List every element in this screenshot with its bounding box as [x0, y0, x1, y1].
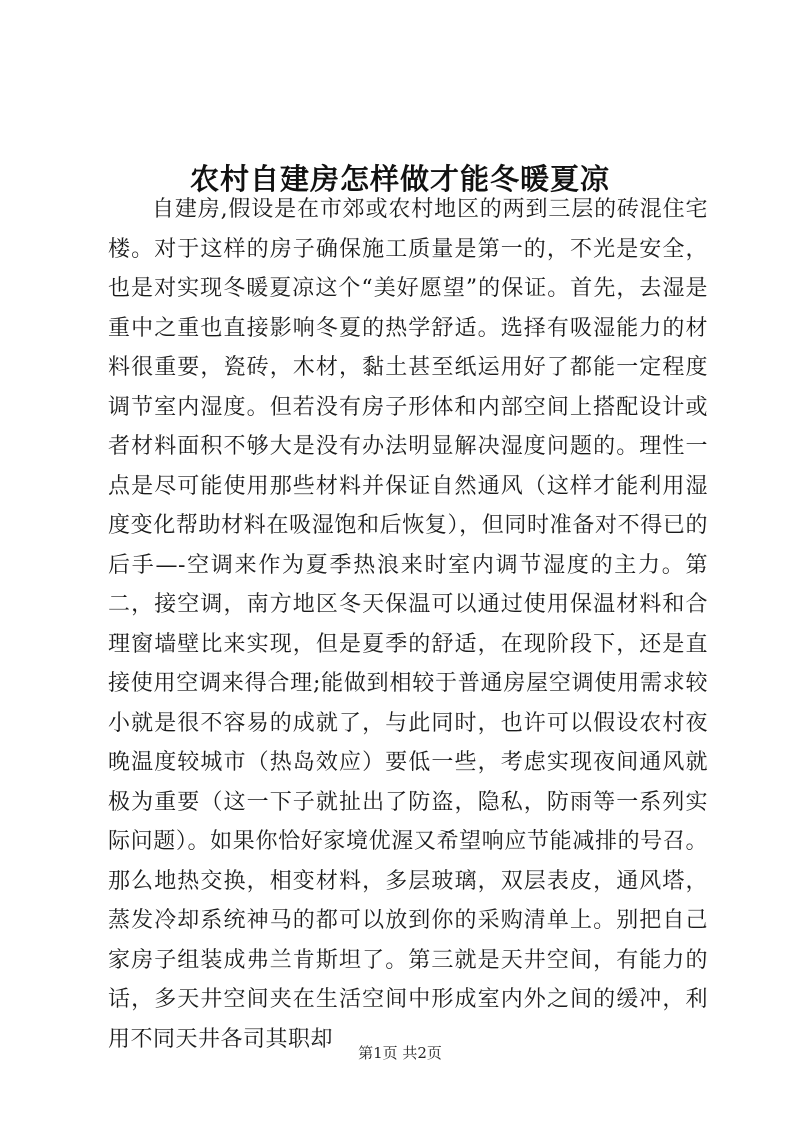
- document-title: 农村自建房怎样做才能冬暖夏凉: [189, 162, 610, 197]
- page-footer: 第1页 共2页: [358, 1044, 442, 1062]
- body-paragraph: 自建房,假设是在市郊或农村地区的两到三层的砖混住宅楼。对于这样的房子确保施工质量是第一的，不光是安全，也是对实现冬暖夏凉这个“美好愿望”的保证。首先，去湿是重中之重也直接影响冬夏的热学舒适。选择有吸湿能力的材料很重要，瓷砖，木材，黏土甚至纸运用好了都能一定程度调节室内湿度。但若没有房子形体和内部空间上搭配设计或者材料面积不够大是没有办法明显解决湿度问题的。理性一点是尽可能使用那些材料并保证自然通风（这样才能利用湿度变化帮助材料在吸湿饱和后恢复），但同时准备对不得已的后手—-空调来作为夏季热浪来时室内调节湿度的主力。第二，接空调，南方地区冬天保温可以通过使用保温材料和合理窗墙壁比来实现，但是夏季的舒适，在现阶段下，还是直接使用空调来得合理;能做到相较于普通房屋空调使用需求较小就是很不容易的成就了，与此同时，也许可以假设农村夜晚温度较城市（热岛效应）要低一些，考虑实现夜间通风就极为重要（这一下子就扯出了防盗，隐私，防雨等一系列实际问题）。如果你恰好家境优渥又希望响应节能减排的号召。那么地热交换，相变材料，多层玻璃，双层表皮，通风塔，蒸发冷却系统神马的都可以放到你的采购清单上。别把自己家房子组装成弗兰肯斯坦了。第三就是天井空间，有能力的话，多天井空间夹在生活空间中形成室内外之间的缓冲，利用不同天井各司其职却: [108, 197, 708, 1052]
